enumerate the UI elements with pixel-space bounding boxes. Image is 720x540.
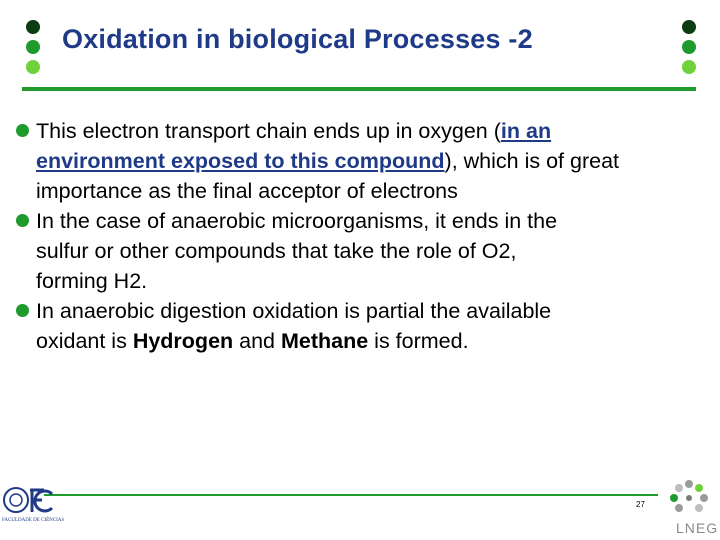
lneg-logo-text: LNEG	[676, 520, 719, 536]
title-divider	[22, 87, 696, 91]
text-segment: sulfur or other compounds that take the role of O2,	[36, 239, 517, 263]
fc-logo-mark	[0, 478, 56, 518]
dot-dark	[26, 20, 40, 34]
text-segment: This electron transport chain ends up in oxygen (	[36, 119, 501, 143]
bullet-dot-icon	[16, 304, 29, 317]
bullet-line	[36, 116, 714, 146]
bullet-line	[36, 146, 714, 176]
text-segment: importance as the final acceptor of electrons	[36, 179, 458, 203]
lneg-logo-mark	[664, 478, 714, 518]
title-dots-left	[26, 20, 46, 76]
bullet-line	[36, 236, 714, 266]
page-number: 27	[636, 500, 645, 509]
dot-dark	[682, 20, 696, 34]
bullet-item	[14, 206, 714, 296]
text-segment: In the case of anaerobic microorganisms, it ends in the	[36, 209, 558, 233]
bullet-dot-icon	[16, 124, 29, 137]
bold-text: Hydrogen	[132, 329, 234, 353]
text-segment: and	[233, 329, 281, 353]
text-segment: oxidant is	[36, 329, 133, 353]
bullet-line	[36, 326, 714, 356]
text-segment: ), which is of great	[444, 149, 620, 173]
title-dots-right	[682, 20, 702, 76]
dot-light	[26, 60, 40, 74]
footer-divider	[44, 494, 658, 496]
bullet-line	[36, 296, 714, 326]
dot-green	[26, 40, 40, 54]
bullet-line	[36, 206, 714, 236]
bold-text: Methane	[280, 329, 369, 353]
slide-title: Oxidation in biological Processes -2	[62, 24, 533, 54]
bullet-item	[14, 296, 714, 356]
bullet-item	[14, 116, 714, 206]
text-segment: forming H2.	[36, 269, 148, 293]
dot-green	[682, 40, 696, 54]
underlined-text: in an	[500, 119, 552, 143]
bullet-list	[14, 116, 714, 356]
text-segment: In anaerobic digestion oxidation is partial the available	[36, 299, 552, 323]
bullet-line	[36, 176, 714, 206]
lneg-logo	[664, 478, 720, 538]
fc-logo	[0, 478, 65, 538]
dot-light	[682, 60, 696, 74]
underlined-text: environment exposed to this compound	[36, 149, 445, 173]
fc-logo-text: FACULDADE DE CIÊNCIAS	[2, 518, 65, 523]
text-segment: is formed.	[368, 329, 469, 353]
bullet-dot-icon	[16, 214, 29, 227]
bullet-line	[36, 266, 714, 296]
